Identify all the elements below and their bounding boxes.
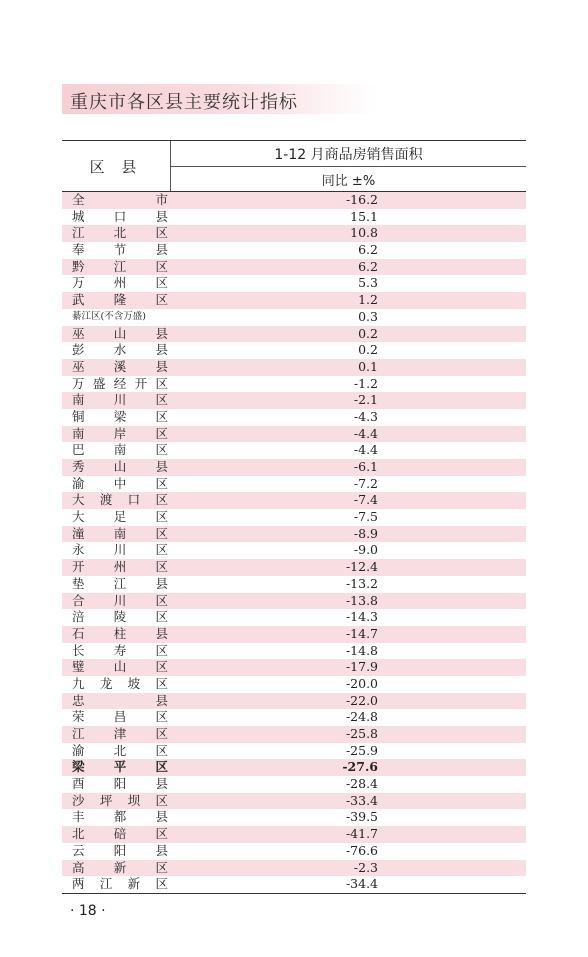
table-row [62,492,526,509]
yoy-value: -20.0 [345,675,378,691]
region-name: 巴 南 区 [72,442,168,458]
table-row [62,542,526,559]
region-name: 巫 溪 县 [72,358,168,374]
table-row [62,292,526,309]
region-name: 大 渡 口 区 [72,492,168,508]
yoy-value: -22.0 [345,692,378,708]
table-row [62,476,526,493]
table-row [62,392,526,409]
yoy-value: -7.5 [353,509,378,525]
yoy-value: -7.4 [353,492,378,508]
yoy-value: 0.1 [358,358,378,374]
yoy-value: -4.4 [353,442,378,458]
yoy-value: -14.8 [345,642,378,658]
yoy-value: -39.5 [345,809,378,825]
region-name: 九 龙 坡 区 [72,675,168,691]
yoy-value: -33.4 [345,792,378,808]
yoy-value: -41.7 [345,826,378,842]
region-name: 合 川 区 [72,592,168,608]
yoy-value: -2.3 [353,859,378,875]
table-row [62,659,526,676]
table-row [62,743,526,760]
table-row [62,409,526,426]
region-name: 大 足 区 [72,509,168,525]
table-row [62,776,526,793]
yoy-value: 6.2 [358,258,378,274]
region-name: 沙 坪 坝 区 [72,792,168,808]
table-row [62,626,526,643]
region-name: 荣 昌 区 [72,709,168,725]
table-row [62,209,526,226]
yoy-value: -14.7 [345,625,378,641]
yoy-value: -28.4 [345,776,378,792]
region-name: 长 寿 区 [72,642,168,658]
indicator-header: 1-12 月商品房销售面积 [171,141,526,167]
table-row [62,876,526,893]
table-row [62,559,526,576]
table-row [62,309,526,326]
table-body [62,192,526,893]
yoy-value: -14.3 [345,609,378,625]
yoy-value: -7.2 [353,475,378,491]
region-name: 铜 梁 区 [72,408,168,424]
yoy-value: 5.3 [358,275,378,291]
region-name: 涪 陵 区 [72,609,168,625]
table-row [62,342,526,359]
yoy-value: -13.8 [345,592,378,608]
yoy-value: 1.2 [358,292,378,308]
region-name: 南 川 区 [72,392,168,408]
region-column-header: 区 县 [62,141,171,191]
region-name: 江 北 区 [72,225,168,241]
table-row [62,576,526,593]
table-row [62,192,526,209]
yoy-value: -27.6 [342,759,378,775]
yoy-value: -76.6 [345,842,378,858]
yoy-subheader: 同比 ±% [321,173,376,189]
region-name: 北 碚 区 [72,826,168,842]
table-row [62,359,526,376]
region-name: 南 岸 区 [72,425,168,441]
table-row [62,376,526,393]
region-name: 江 津 区 [72,726,168,741]
yoy-value: -13.2 [345,575,378,591]
table-row [62,442,526,459]
yoy-value: -6.1 [353,459,378,474]
region-name: 丰 都 县 [72,809,168,825]
table-row [62,809,526,826]
page-title: 重庆市各区县主要统计指标 [70,92,298,113]
region-name: 綦江区(不含万盛) [72,310,146,322]
table-header [62,140,526,192]
table-row [62,459,526,476]
region-name: 永 川 区 [72,542,168,558]
table-row [62,843,526,860]
region-name: 潼 南 区 [72,525,168,541]
stats-table [62,140,526,894]
region-name: 巫 山 县 [72,325,168,341]
yoy-value: -9.0 [353,542,378,558]
region-name: 石 柱 县 [72,625,168,641]
region-name: 全 市 [72,192,168,207]
region-name: 万 州 区 [72,275,168,291]
table-row [62,509,526,526]
yoy-value: 0.2 [358,342,378,358]
table-row [62,860,526,877]
yoy-value: -24.8 [345,709,378,725]
yoy-value: -4.4 [353,425,378,441]
table-row [62,726,526,743]
yoy-value: -2.1 [353,392,378,408]
yoy-value: -4.3 [353,408,378,424]
region-name: 秀 山 县 [72,459,168,474]
table-row [62,225,526,242]
table-row [62,259,526,276]
table-row [62,326,526,343]
region-name: 高 新 区 [72,859,168,875]
yoy-value: 6.2 [358,242,378,258]
region-name: 忠 县 [72,692,168,708]
region-name: 两 江 新 区 [72,876,168,892]
table-row [62,275,526,292]
table-row [62,693,526,710]
table-row [62,709,526,726]
page-number: · 18 · [70,903,106,919]
yoy-value: 10.8 [350,225,378,241]
region-name: 渝 中 区 [72,475,168,491]
table-row [62,609,526,626]
yoy-value: -8.9 [353,525,378,541]
region-name: 万 盛 经 开 区 [72,375,168,391]
table-row [62,526,526,543]
region-name: 梁 平 区 [72,759,168,775]
region-name: 彭 水 县 [72,342,168,358]
table-row [62,426,526,443]
region-name: 酉 阳 县 [72,776,168,792]
region-name: 云 阳 县 [72,842,168,858]
table-bottom-rule [62,893,526,894]
title-band [62,84,377,114]
yoy-value: -16.2 [345,192,378,207]
yoy-value: -12.4 [345,559,378,575]
table-row [62,242,526,259]
yoy-value: -25.8 [345,726,378,741]
region-name: 奉 节 县 [72,242,168,258]
region-name: 开 州 区 [72,559,168,575]
table-row [62,826,526,843]
yoy-value: -25.9 [345,742,378,758]
region-name: 璧 山 区 [72,659,168,675]
region-name: 武 隆 区 [72,292,168,308]
yoy-value: -17.9 [345,659,378,675]
table-row [62,643,526,660]
region-name: 垫 江 县 [72,575,168,591]
table-row [62,793,526,810]
table-row [62,593,526,610]
yoy-value: 0.2 [358,325,378,341]
table-row [62,676,526,693]
yoy-value: -1.2 [353,375,378,391]
table-row [62,759,526,776]
region-name: 渝 北 区 [72,742,168,758]
yoy-value: 15.1 [350,208,378,224]
yoy-value: -34.4 [345,876,378,892]
region-name: 城 口 县 [72,208,168,224]
region-name: 黔 江 区 [72,258,168,274]
yoy-value: 0.3 [358,308,378,324]
